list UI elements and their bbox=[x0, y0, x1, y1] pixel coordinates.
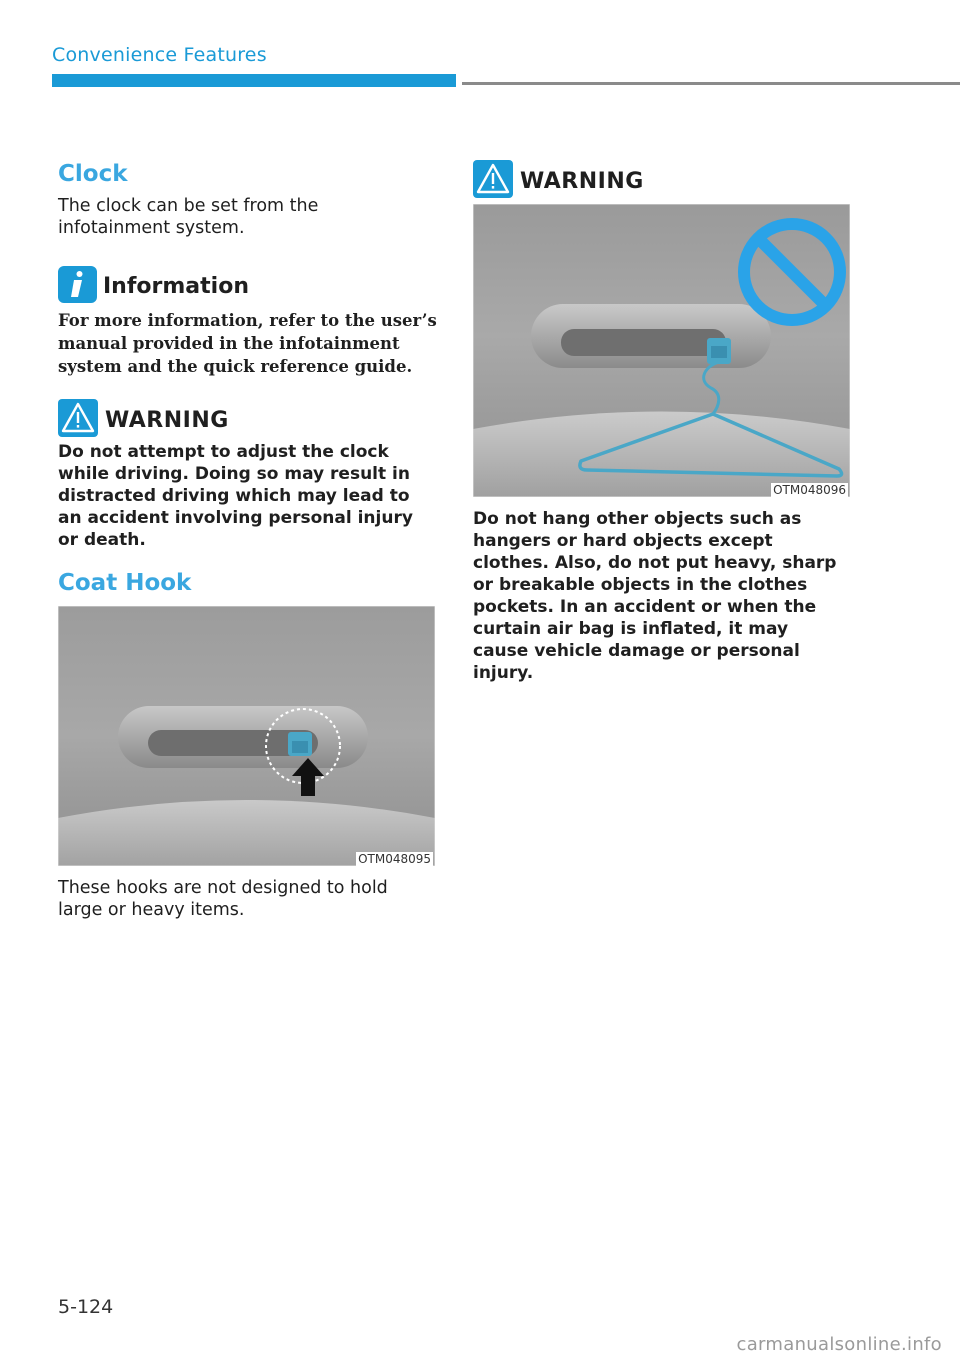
hanger-figure-code: OTM048096 bbox=[773, 483, 846, 497]
info-title: Information bbox=[103, 274, 249, 299]
info-icon bbox=[58, 266, 97, 307]
clock-text: The clock can be set from the infotainment system. bbox=[58, 196, 319, 238]
header-rule bbox=[462, 82, 960, 85]
warning-triangle-icon bbox=[58, 399, 98, 441]
clock-heading: Clock bbox=[58, 161, 128, 187]
info-heading bbox=[58, 266, 249, 307]
watermark: carmanualsonline.info bbox=[736, 1334, 942, 1355]
clock-warning-heading bbox=[58, 399, 229, 441]
header-accent-bar bbox=[52, 74, 456, 87]
right-warning-heading bbox=[473, 160, 644, 202]
coat-hook-heading: Coat Hook bbox=[58, 570, 192, 596]
page-number: 5-124 bbox=[58, 1296, 114, 1318]
right-warning-text: Do not hang other objects such as hangers or hard objects except clothes. Also, do not put heavy, sharp or breakable objects in the clothes pockets. In an accident or when the curtain air bag is inflated, it may cause vehicle damage or personal injury. bbox=[473, 509, 837, 683]
warning-triangle-icon bbox=[473, 160, 513, 202]
clock-warning-title: WARNING bbox=[105, 407, 229, 433]
coat-hook-figure-code: OTM048095 bbox=[358, 852, 431, 866]
info-text: For more information, refer to the user’s manual provided in the infotainment system and the quick reference guide. bbox=[58, 311, 437, 376]
clock-warning-text: Do not attempt to adjust the clock while driving. Doing so may result in distracted driving which may lead to an accident involving personal injury or death. bbox=[58, 442, 413, 550]
hanger-figure bbox=[473, 204, 850, 497]
coat-hook-caption: These hooks are not designed to hold large or heavy items. bbox=[58, 878, 388, 920]
coat-hook-figure bbox=[58, 606, 435, 866]
right-warning-title: WARNING bbox=[520, 168, 644, 194]
header-section-title: Convenience Features bbox=[52, 44, 267, 66]
